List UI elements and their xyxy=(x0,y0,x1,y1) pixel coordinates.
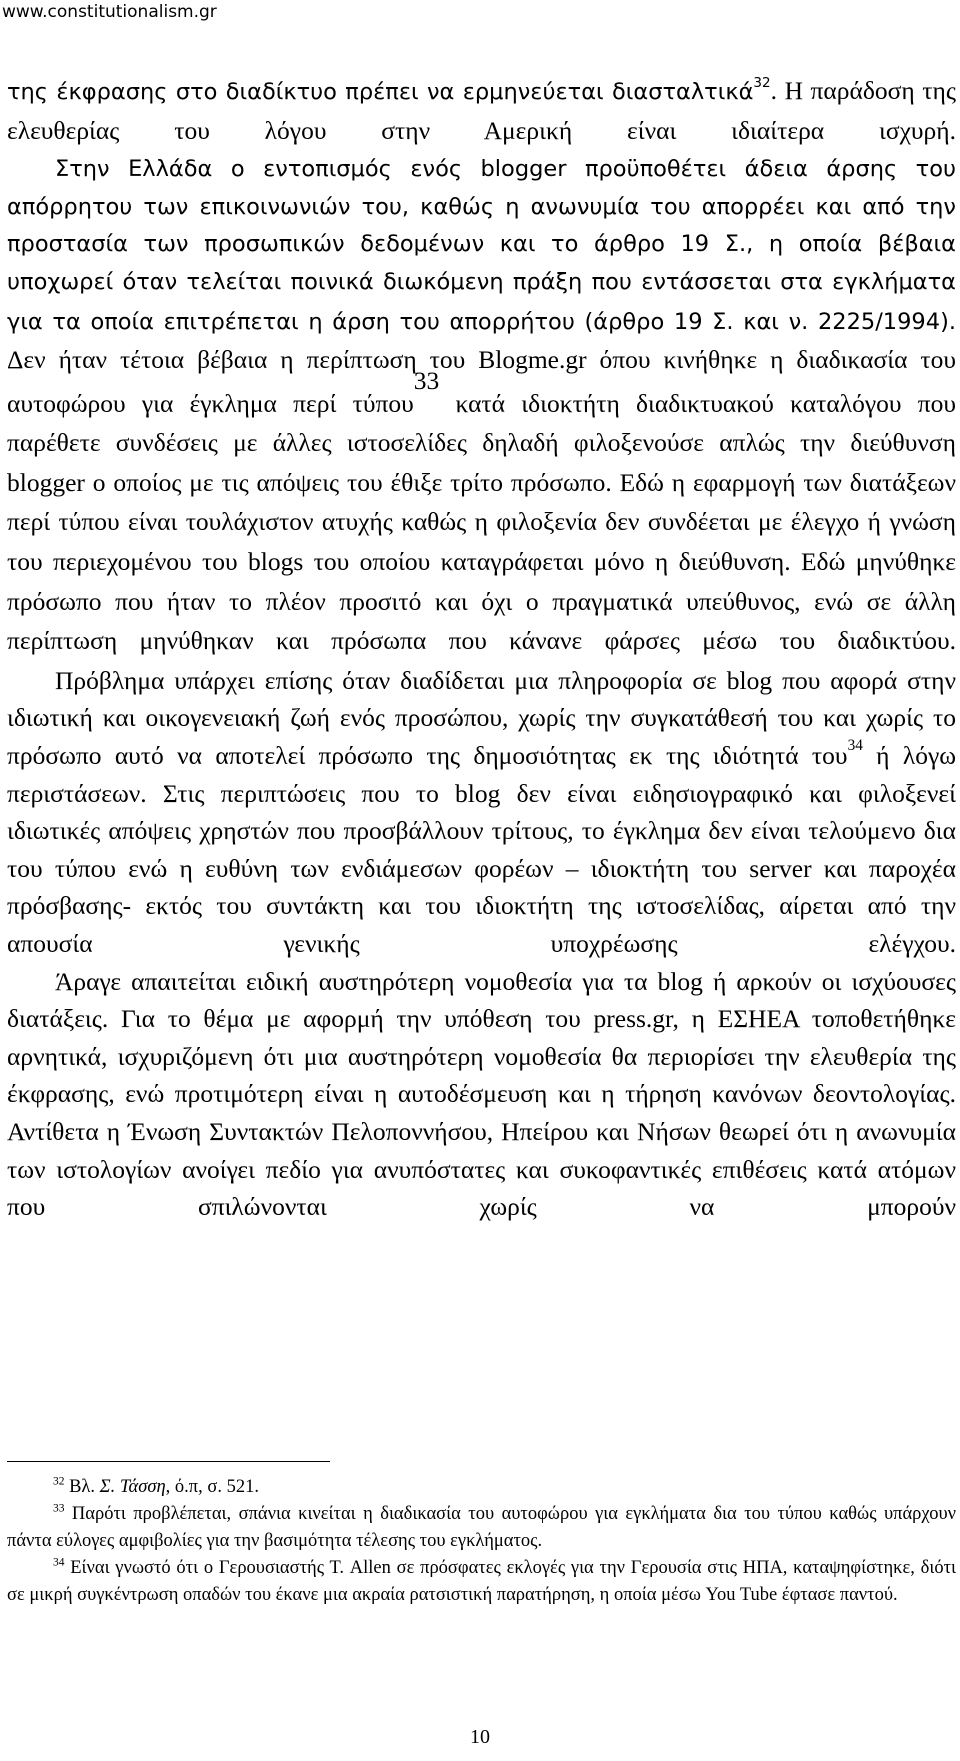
site-url: www.constitutionalism.gr xyxy=(2,2,217,22)
footnote-text: Βλ. xyxy=(64,1477,100,1497)
footnote-32 xyxy=(7,1474,956,1501)
paragraph-2 xyxy=(7,151,956,662)
paragraph-4: Άραγε απαιτείται ειδική αυστηρότερη νομοθεσία για τα blog ή αρκούν οι ισχύουσες διατάξεις. Για το θέμα με αφορμή την υπόθεση του press.gr, η ΕΣΗΕΑ τοποθετήθηκε αρνητικά, ισχυριζόμενη ότι μια αυστηρότερη νομοθεσία θα περιορίσει την ελευθερία της έκφρασης, ενώ προτιμότερη είναι η αυτοδέσμευση και η τήρηση κανόνων δεοντολογίας. Αντίθετα η Ένωση Συντακτών Πελοποννήσου, Ηπείρου και Νήσων θεωρεί ότι η ανωνυμία των ιστολογίων ανοίγει πεδίο για ανυπόστατες και συκοφαντικές επιθέσεις κατά ατόμων που σπιλώνονται χωρίς να μπορούν xyxy=(7,966,956,1222)
footnote-ref-32[interactable]: 32 xyxy=(753,74,771,91)
main-text xyxy=(7,72,956,1226)
paragraph-1-text: της έκφρασης στο διαδίκτυο πρέπει να ερμηνεύεται διασταλτικά xyxy=(7,79,754,105)
paragraph-2-text-b: Δεν ήταν τέτοια βέβαια η περίπτωση του Blogme.gr όπου κινήθηκε η διαδικασία του αυτοφώρου για έγκλημα περί τύπου xyxy=(7,345,956,418)
footnote-number: 34 xyxy=(53,1556,65,1569)
footnote-author: Σ. Τάσση xyxy=(99,1477,166,1497)
footnote-ref-33[interactable]: 33 xyxy=(413,365,440,395)
paragraph-1-text-b: . Η παράδοση της ελευθερίας του λόγου στην Αμερική είναι ιδιαίτερα ισχυρή. xyxy=(7,76,956,145)
footnote-33 xyxy=(7,1501,956,1555)
paragraph-3 xyxy=(7,662,956,963)
footnote-number: 33 xyxy=(53,1502,65,1515)
footnote-number: 32 xyxy=(53,1475,65,1488)
footnote-text-end: , ό.π, σ. 521. xyxy=(165,1477,259,1497)
footnote-separator xyxy=(7,1461,330,1462)
footnote-ref-34[interactable]: 34 xyxy=(847,737,863,755)
paragraph-3-text: Πρόβλημα υπάρχει επίσης όταν διαδίδεται μια πληροφορία σε blog που αφορά στην ιδιωτική και οικογενειακή ζωή ενός προσώπου, χωρίς την συγκατάθεσή του και χωρίς το πρόσωπο αυτό να αποτελεί πρόσωπο της δημοσιότητας εκ της ιδιότητά του xyxy=(7,665,956,771)
page-number: 10 xyxy=(470,1726,490,1748)
paragraph-2-text: Στην Ελλάδα ο εντοπισμός ενός blogger προϋποθέτει άδεια άρσης του απόρρητου των επικοινωνιών του, καθώς η ανωνυμία του απορρέει και από την προστασία των προσωπικών δεδομένων και το άρθρο 19 Σ., η οποία βέβαια υποχωρεί όταν τελείται ποινικά διωκόμενη πράξη που εντάσσεται στα εγκλήματα για τα οποία επιτρέπεται η άρση του απορρήτου (άρθρο 19 Σ. και ν. 2225/1994). xyxy=(7,156,956,335)
footnote-34 xyxy=(7,1555,956,1609)
footnote-text: Παρότι προβλέπεται, σπάνια κινείται η διαδικασία του αυτοφώρου για εγκλήματα δια του τύπου καθώς υπάρχουν πάντα εύλογες αμφιβολίες για την βασιμότητα τέλεσης του εγκλήματος. xyxy=(7,1504,956,1551)
paragraph-1 xyxy=(7,72,956,151)
paragraph-2-text-c: κατά ιδιοκτήτη διαδικτυακού καταλόγου που παρέθετε συνδέσεις με άλλες ιστοσελίδες δηλαδή φιλοξενούσε απλώς την διεύθυνση blogger ο οποίος με τις απόψεις του έθιξε τρίτο πρόσωπο. Εδώ η εφαρμογή των διατάξεων περί τύπου είναι τουλάχιστον ατυχής καθώς η φιλοξενία δεν συνδέεται με έλεγχο ή γνώση του περιεχομένου του blogs του οποίου καταγράφεται μόνο η διεύθυνση. Εδώ μηνύθηκε πρόσωπο που ήταν το πλέον προσιτό και όχι ο πραγματικά υπεύθυνος, ενώ σε άλλη περίπτωση μηνύθηκαν και πρόσωπα που κάνανε φάρσες μέσω του διαδικτύου. xyxy=(7,388,956,656)
footnote-text: Είναι γνωστό ότι ο Γερουσιαστής Τ. Allen σε πρόσφατες εκλογές για την Γερουσία στις ΗΠΑ, καταψηφίστηκε, διότι σε μικρή συγκέντρωση οπαδών του έκανε μια ακραία ρατσιστική παρατήρηση, η οποία μέσω You Tube έφτασε παντού. xyxy=(7,1558,956,1605)
paragraph-3-text-b: ή λόγω περιστάσεων. Στις περιπτώσεις που το blog δεν είναι ειδησιογραφικό και φιλοξενεί ιδιωτικές απόψεις χρηστών που προσβάλλουν τρίτους, το έγκλημα δεν είναι τελούμενο δια του τύπου ενώ η ευθύνη των ενδιάμεσων φορέων – ιδιοκτήτη του server και παροχέα πρόσβασης- εκτός του συντάκτη και του ιδιοκτήτη της ιστοσελίδας, αίρεται από την απουσία γενικής υποχρέωσης ελέγχου. xyxy=(7,741,956,958)
footnotes xyxy=(7,1474,956,1609)
